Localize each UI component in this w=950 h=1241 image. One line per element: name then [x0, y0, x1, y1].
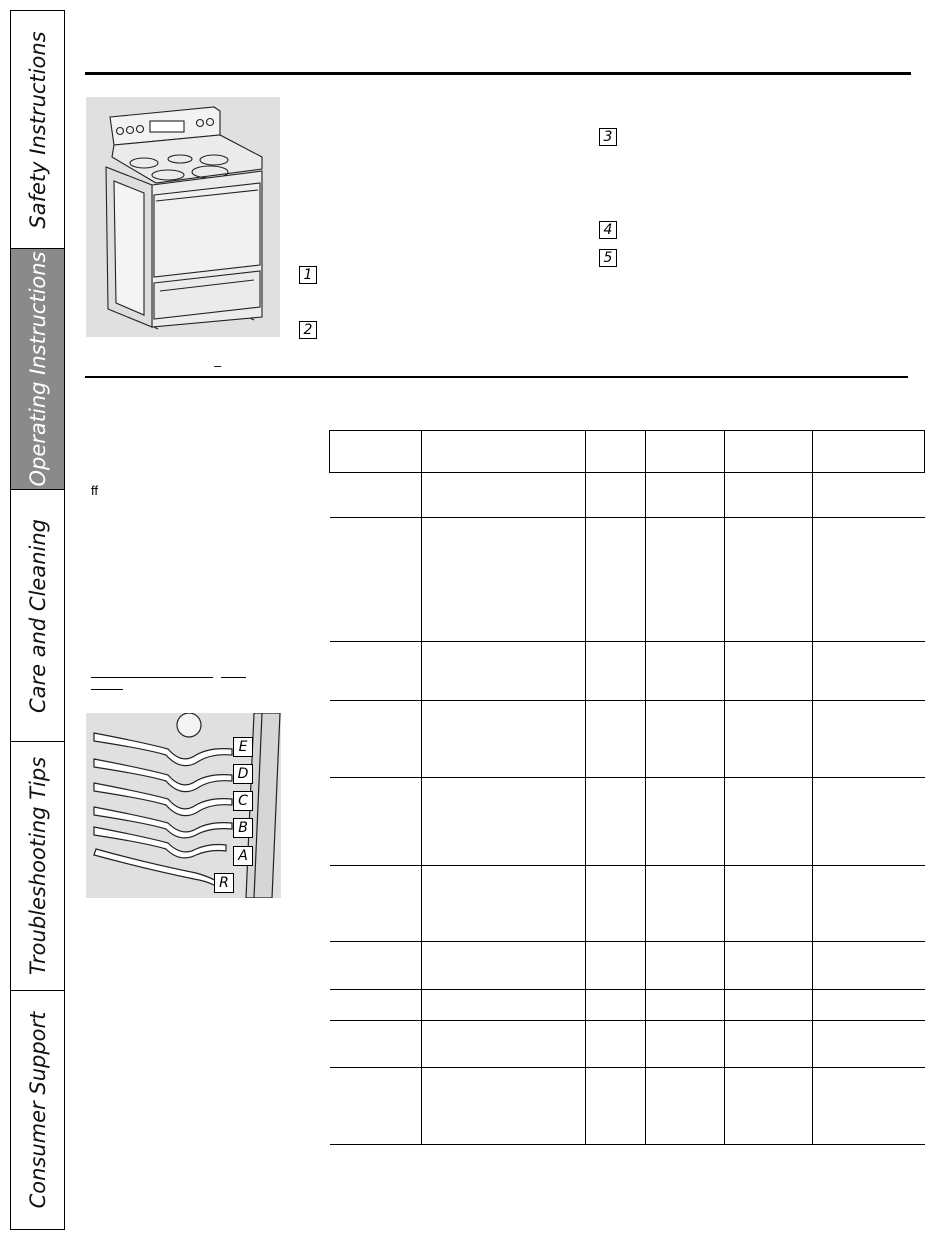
table-row: [330, 642, 925, 701]
table-cell: [330, 473, 422, 518]
table-cell: [813, 642, 925, 701]
table-cell: [330, 778, 422, 866]
table-cell: [330, 866, 422, 942]
table-cell: [646, 1068, 725, 1145]
table-cell: [725, 473, 813, 518]
table-cell: [725, 866, 813, 942]
table-cell: [725, 1021, 813, 1068]
callout-3: 3: [599, 128, 617, 146]
underline-small: [91, 689, 123, 690]
table-cell: [725, 642, 813, 701]
range-illustration: [86, 97, 280, 337]
underline-long: [91, 677, 213, 678]
ligature-fragment: ff: [91, 483, 98, 498]
section-rule: [85, 376, 908, 378]
callout-1: 1: [299, 266, 317, 284]
tab-label: Safety Instructions: [25, 30, 50, 229]
table-cell: [330, 642, 422, 701]
table-cell: [646, 942, 725, 990]
table-cell: [586, 866, 646, 942]
table-cell: [586, 431, 646, 473]
rack-label-c: C: [233, 791, 253, 811]
tab-troubleshooting-tips[interactable]: [11, 742, 64, 991]
table-cell: [422, 778, 586, 866]
tab-operating-instructions[interactable]: [11, 249, 64, 490]
table-cell: [422, 866, 586, 942]
tab-consumer-support[interactable]: [11, 991, 64, 1228]
table-cell: [813, 431, 925, 473]
underline-short: [221, 677, 246, 678]
table-cell: [586, 518, 646, 642]
table-cell: [330, 701, 422, 778]
caption-dash: –: [214, 358, 222, 373]
table-cell: [330, 990, 422, 1021]
table-cell: [330, 942, 422, 990]
table-cell: [646, 1021, 725, 1068]
table-cell: [646, 990, 725, 1021]
callout-4: 4: [599, 221, 617, 239]
table-cell: [725, 1068, 813, 1145]
top-rule: [85, 72, 911, 75]
table-cell: [725, 990, 813, 1021]
range-drawing: [86, 97, 280, 337]
table-cell: [330, 1068, 422, 1145]
tab-label: Operating Instructions: [25, 251, 50, 487]
tab-care-and-cleaning[interactable]: [11, 490, 64, 742]
section-tabs: [10, 10, 65, 1230]
table-cell: [586, 642, 646, 701]
table-cell: [646, 642, 725, 701]
table-cell: [646, 866, 725, 942]
tab-label: Consumer Support: [25, 1011, 50, 1208]
table-cell: [813, 942, 925, 990]
table-cell: [646, 701, 725, 778]
table-cell: [725, 701, 813, 778]
rack-label-e: E: [233, 737, 253, 757]
table-cell: [422, 1068, 586, 1145]
table-row: [330, 990, 925, 1021]
table-row: [330, 701, 925, 778]
table-row: [330, 1068, 925, 1145]
table-cell: [422, 642, 586, 701]
table-row: [330, 1021, 925, 1068]
table-cell: [813, 866, 925, 942]
tab-label: Troubleshooting Tips: [25, 756, 50, 976]
table-row: [330, 942, 925, 990]
table-cell: [725, 431, 813, 473]
table-cell: [586, 942, 646, 990]
table-cell: [813, 473, 925, 518]
table-cell: [586, 1021, 646, 1068]
table-row: [330, 866, 925, 942]
rack-label-d: D: [233, 764, 253, 784]
table-cell: [422, 942, 586, 990]
table-cell: [725, 518, 813, 642]
table-cell: [422, 701, 586, 778]
table-cell: [586, 701, 646, 778]
table-cell: [586, 473, 646, 518]
table-cell: [725, 942, 813, 990]
tab-label: Care and Cleaning: [25, 518, 50, 713]
table-row: [330, 473, 925, 518]
table-cell: [813, 518, 925, 642]
tab-safety-instructions[interactable]: [11, 11, 64, 249]
table-cell: [422, 518, 586, 642]
table-cell: [586, 990, 646, 1021]
table-cell: [646, 473, 725, 518]
table-header-row: [330, 431, 925, 473]
table-cell: [330, 431, 422, 473]
callout-2: 2: [299, 321, 317, 339]
table-cell: [813, 1021, 925, 1068]
table-cell: [646, 518, 725, 642]
rack-label-b: B: [233, 818, 253, 838]
table-cell: [813, 701, 925, 778]
table-cell: [586, 1068, 646, 1145]
table-cell: [586, 778, 646, 866]
table-cell: [330, 1021, 422, 1068]
table-cell: [646, 778, 725, 866]
table-cell: [725, 778, 813, 866]
table-cell: [813, 778, 925, 866]
baking-guide-table: [329, 430, 925, 1145]
callout-5: 5: [599, 249, 617, 267]
table-row: [330, 778, 925, 866]
table-cell: [422, 1021, 586, 1068]
table-cell: [422, 431, 586, 473]
table-cell: [422, 473, 586, 518]
rack-label-r: R: [214, 873, 234, 893]
table-cell: [813, 990, 925, 1021]
table-cell: [646, 431, 725, 473]
table-row: [330, 518, 925, 642]
table-cell: [422, 990, 586, 1021]
table-cell: [330, 518, 422, 642]
table-cell: [813, 1068, 925, 1145]
rack-label-a: A: [233, 846, 253, 866]
